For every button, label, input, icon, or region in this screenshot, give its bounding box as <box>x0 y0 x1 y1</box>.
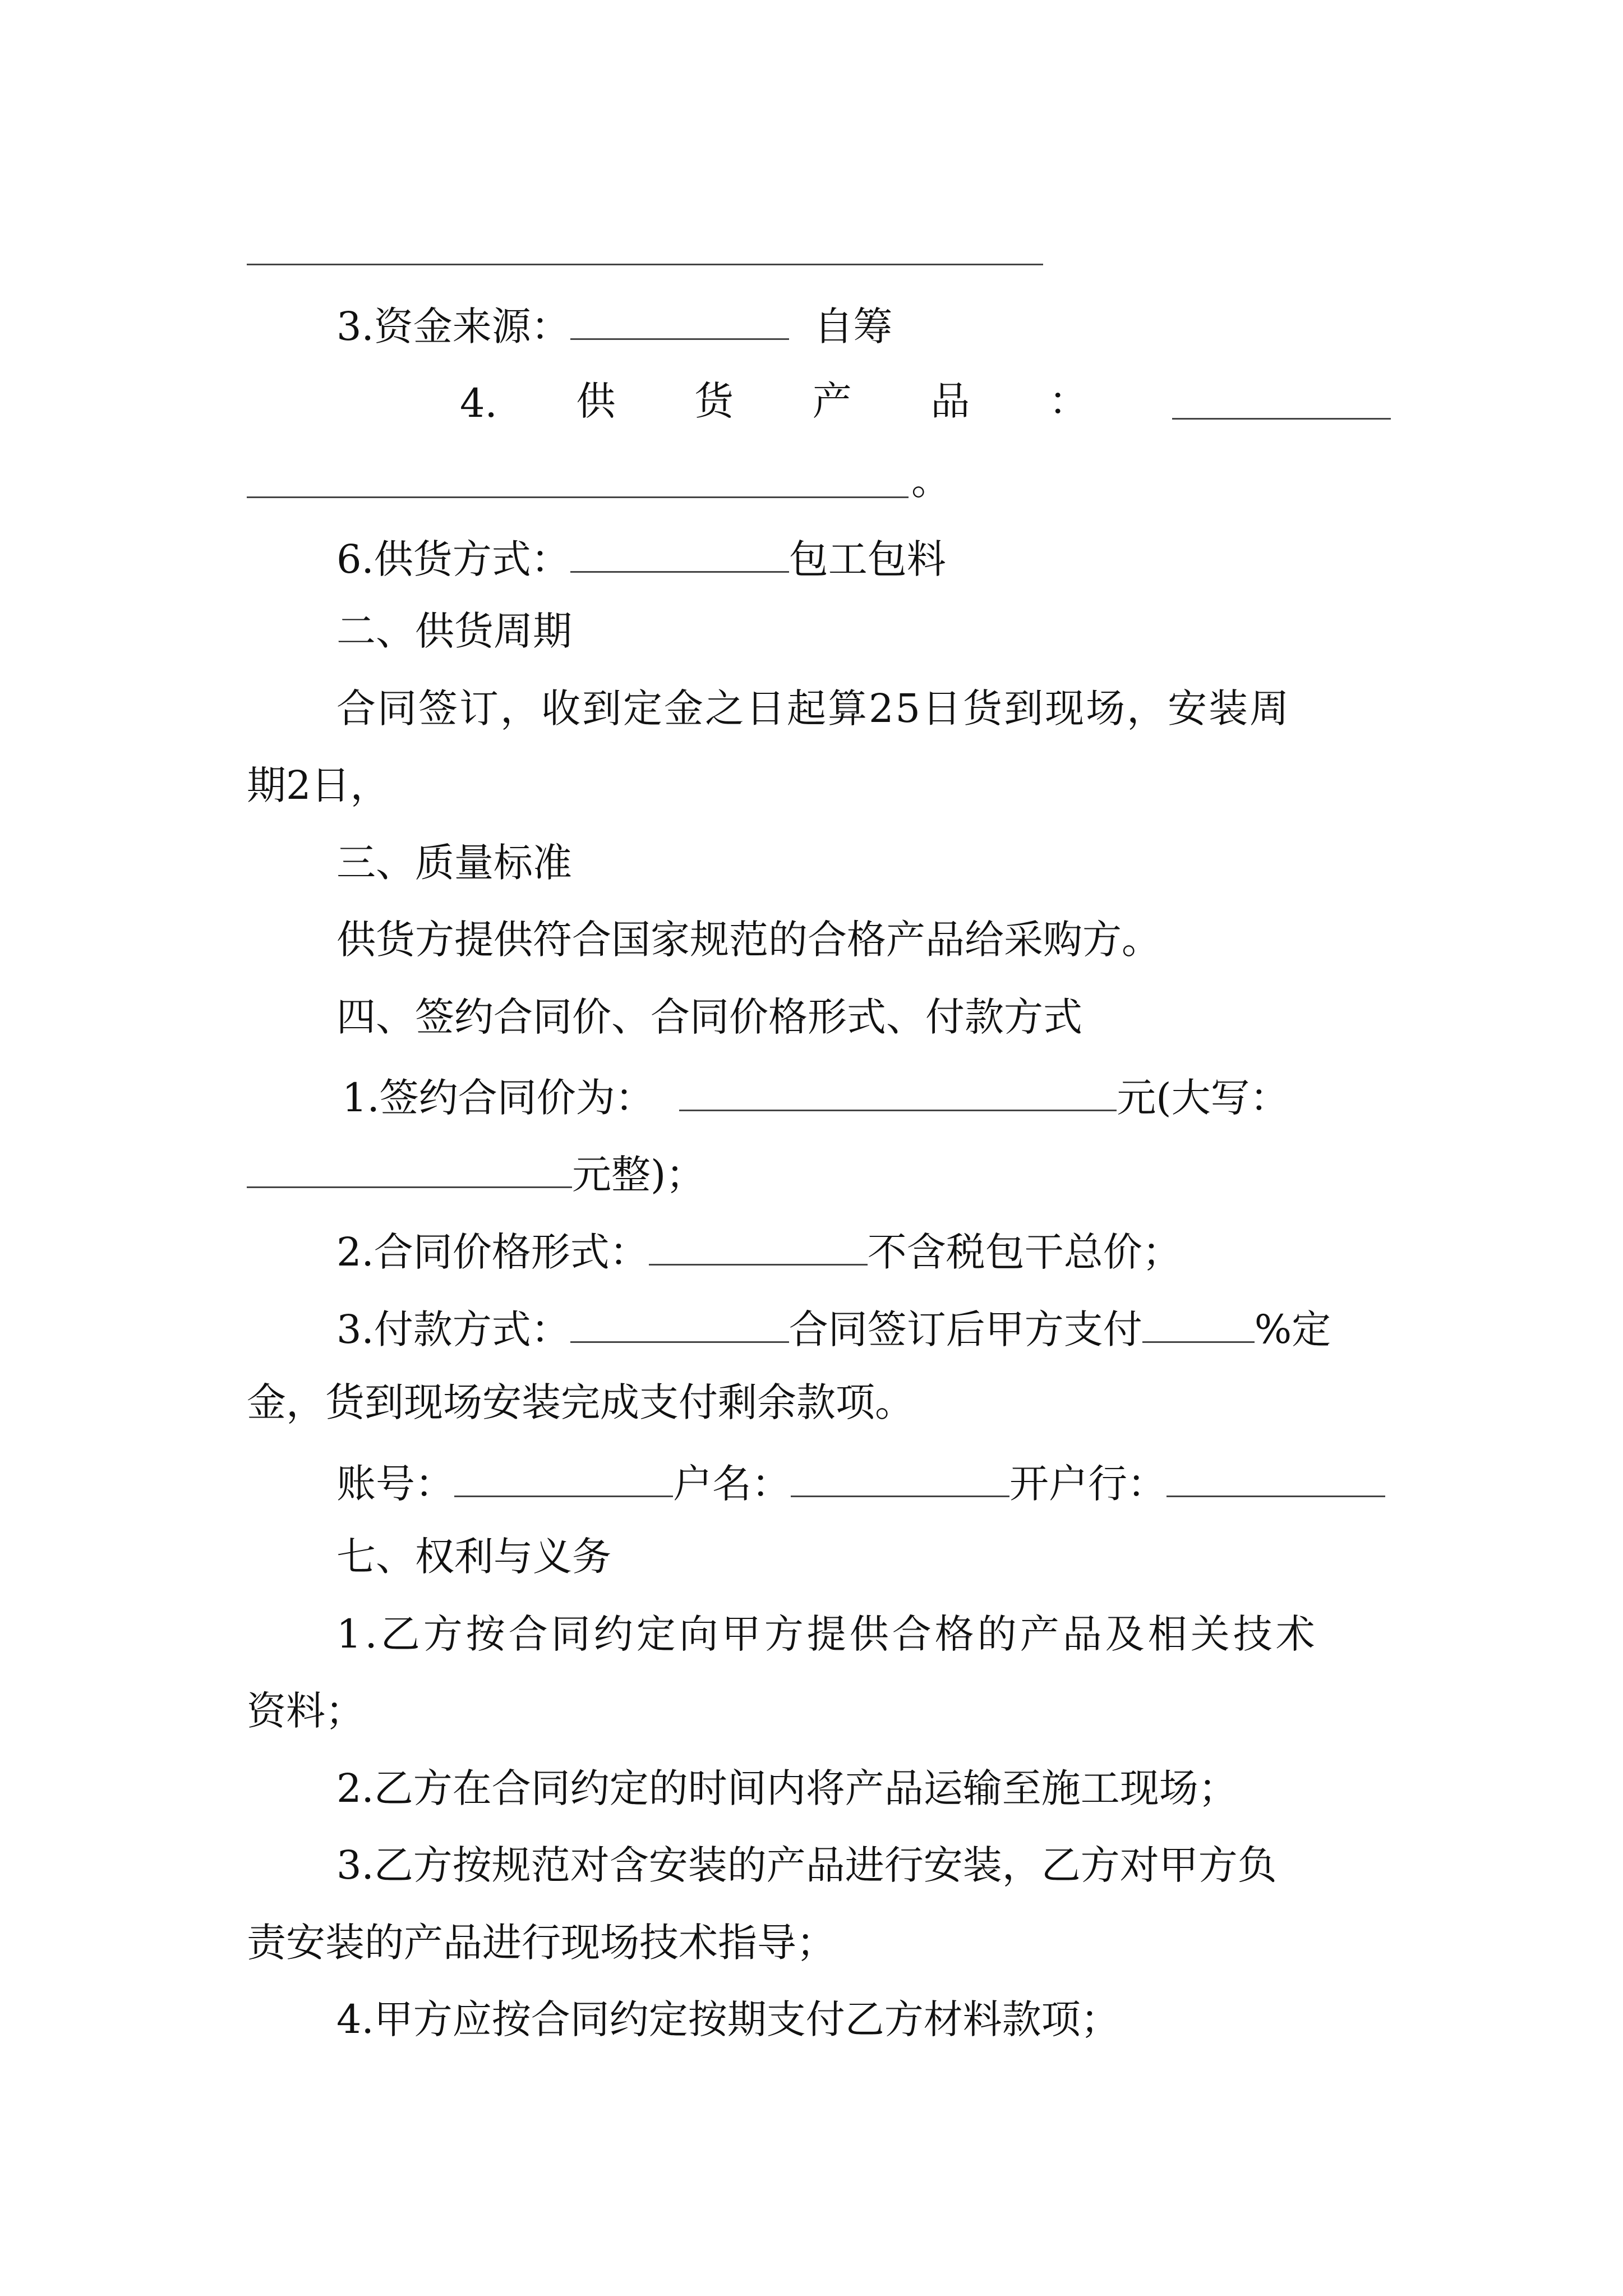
account-label: 账号： <box>336 1461 454 1507</box>
price-form-line <box>336 1228 1182 1275</box>
section-7-title: 七、权利与义务 <box>336 1534 611 1580</box>
price-form-blank <box>649 1228 868 1266</box>
section-2-para-line-2: 期2日， <box>247 762 390 808</box>
fund-source-line <box>336 303 893 349</box>
contract-price-blank <box>679 1074 1117 1111</box>
bank-label: 开户行： <box>1009 1461 1166 1507</box>
supply-product-char: 供 <box>576 378 616 424</box>
payment-end: %定 <box>1254 1306 1331 1352</box>
supply-product-colon: ： <box>1049 378 1088 424</box>
price-form-label: 2.合同价格形式： <box>336 1229 649 1275</box>
section-2-para-line-1: 合同签订，收到定金之日起算25日货到现场，安装周 <box>336 685 1291 731</box>
holder-label: 户名： <box>673 1461 791 1507</box>
supply-product-char: 货 <box>694 378 734 424</box>
supply-product-number: 4. <box>460 380 497 426</box>
account-blank <box>454 1460 673 1497</box>
section-4-title: 四、签约合同价、合同价格形式、付款方式 <box>336 994 1082 1040</box>
fund-source-blank <box>570 303 789 340</box>
bank-blank <box>1166 1460 1385 1497</box>
contract-price-end: 元整)； <box>572 1152 706 1198</box>
supply-method-blank <box>570 536 789 573</box>
payment-blank <box>570 1306 789 1343</box>
contract-price-line <box>342 1074 1289 1121</box>
supply-product-char: 产 <box>812 378 852 424</box>
supply-product-blank-1 <box>1172 418 1391 420</box>
payment-mid: 合同签订后甲方支付 <box>789 1306 1142 1352</box>
supply-method-line <box>336 536 946 582</box>
supply-product-char: 品 <box>930 378 970 424</box>
contract-price-label: 1.签约合同价为： <box>342 1075 654 1121</box>
top-blank-line <box>247 264 1043 265</box>
contract-price-unit: 元(大写： <box>1117 1075 1289 1121</box>
payment-line-2: 金，货到现场安装完成支付剩余款项。 <box>247 1379 914 1425</box>
right-1-line-1: 1.乙方按合同约定向甲方提供合格的产品及相关技术 <box>336 1611 1318 1657</box>
contract-price-words-blank <box>247 1151 572 1188</box>
right-1-line-2: 资料； <box>247 1688 365 1734</box>
contract-price-line-2 <box>247 1151 706 1198</box>
holder-blank <box>791 1460 1009 1497</box>
right-3-line-1: 3.乙方按规范对含安装的产品进行安装，乙方对甲方负 <box>336 1842 1277 1888</box>
supply-method-value: 包工包料 <box>789 536 946 582</box>
section-2-title: 二、供货周期 <box>336 608 572 654</box>
account-line <box>336 1460 1385 1507</box>
fund-source-value: 自筹 <box>814 303 893 349</box>
price-form-value: 不含税包干总价； <box>867 1229 1182 1275</box>
right-2: 2.乙方在合同约定的时间内将产品运输至施工现场； <box>336 1765 1238 1811</box>
supply-product-blank-2 <box>247 496 909 498</box>
supply-product-end: 。 <box>911 458 951 504</box>
supply-product-line <box>460 378 1088 426</box>
payment-label: 3.付款方式： <box>336 1306 570 1352</box>
right-3-line-2: 责安装的产品进行现场技术指导； <box>247 1920 836 1966</box>
supply-method-label: 6.供货方式： <box>336 536 570 582</box>
right-4: 4.甲方应按合同约定按期支付乙方材料款项； <box>336 1996 1120 2042</box>
section-3-para: 供货方提供符合国家规范的合格产品给采购方。 <box>336 917 1161 963</box>
deposit-percent-blank <box>1142 1306 1255 1343</box>
fund-source-label: 3.资金来源： <box>336 303 570 349</box>
section-3-title: 三、质量标准 <box>336 840 572 886</box>
payment-line <box>336 1306 1331 1352</box>
